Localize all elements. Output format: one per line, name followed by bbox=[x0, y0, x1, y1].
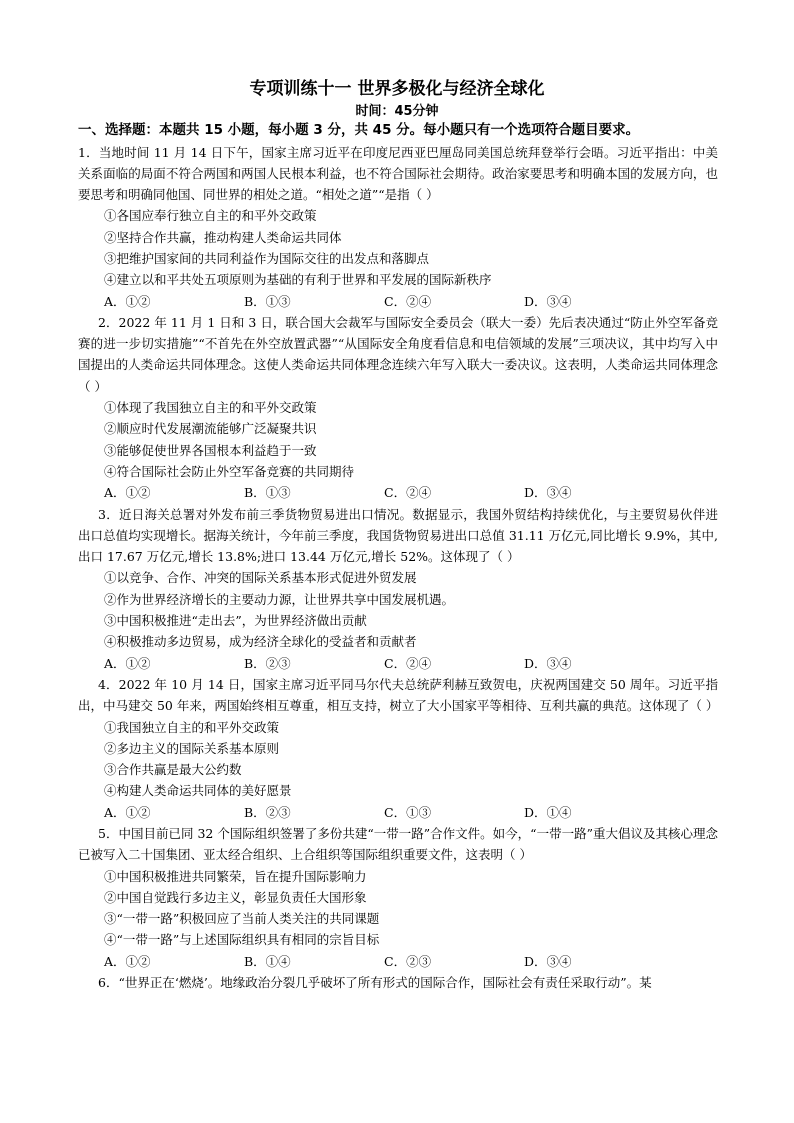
question-stem: 2．2022 年 11 月 1 日和 3 日，联合国大会裁军与国际安全委员会（联大一委）先后表决通过“防止外空军备竞赛的进一步切实措施”“不首先在外空放置武器”“从国际安全角度看信息和电信领域的发展”三项决议，其中均写入中国提出的人类命运共同体理念。这使人类命运共同体理念连续六年写入联大一委决议。这表明，人类命运共同体理念（ ） bbox=[78, 314, 718, 394]
statement-option: ②中国自觉践行多边主义，彰显负责任大国形象 bbox=[104, 889, 367, 905]
choice-b: B．①④ bbox=[244, 953, 291, 969]
choice-a: A．①② bbox=[104, 485, 151, 501]
question-3 bbox=[78, 504, 718, 674]
choice-a: A．①② bbox=[104, 804, 151, 820]
statement-option: ④积极推动多边贸易，成为经济全球化的受益者和贡献者 bbox=[104, 634, 417, 650]
question-4 bbox=[78, 674, 718, 823]
choice-b: B．②③ bbox=[244, 655, 291, 671]
choice-a: A．①② bbox=[104, 655, 151, 671]
statement-option: ②作为世界经济增长的主要动力源，让世界共享中国发展机遇。 bbox=[104, 591, 455, 607]
choice-d: D．③④ bbox=[524, 485, 572, 501]
statement-option: ③把维护国家间的共同利益作为国际交往的出发点和落脚点 bbox=[104, 250, 430, 266]
statement-option: ①我国独立自主的和平外交政策 bbox=[104, 719, 280, 735]
question-5 bbox=[78, 823, 718, 972]
statement-option: ④“一带一路”与上述国际组织具有相同的宗旨目标 bbox=[104, 932, 380, 948]
choice-c: C．①③ bbox=[384, 804, 432, 820]
answer-choices bbox=[78, 291, 718, 312]
question-6 bbox=[78, 972, 718, 993]
choice-c: C．②③ bbox=[384, 953, 432, 969]
answer-choices bbox=[78, 951, 718, 972]
choice-d: D．①④ bbox=[524, 804, 572, 820]
choice-d: D．③④ bbox=[524, 953, 572, 969]
page-title: 专项训练十一 世界多极化与经济全球化 bbox=[249, 79, 545, 99]
section-heading: 一、选择题：本题共 15 小题，每小题 3 分，共 45 分。每小题只有一个选项符合题目要求。 bbox=[78, 122, 640, 138]
statement-option: ①以竞争、合作、冲突的国际关系基本形式促进外贸发展 bbox=[104, 570, 417, 586]
statement-option: ③中国积极推进“走出去”，为世界经济做出贡献 bbox=[104, 613, 367, 629]
statement-option: ③能够促使世界各国根本利益趋于一致 bbox=[104, 442, 317, 458]
choice-c: C．②④ bbox=[384, 655, 432, 671]
content-area bbox=[78, 120, 718, 993]
statement-option: ②坚持合作共赢，推动构建人类命运共同体 bbox=[104, 229, 342, 245]
choice-b: B．①③ bbox=[244, 485, 291, 501]
statement-option: ②多边主义的国际关系基本原则 bbox=[104, 740, 280, 756]
choice-d: D．③④ bbox=[524, 655, 572, 671]
choice-a: A．①② bbox=[104, 293, 151, 309]
statement-option: ①体现了我国独立自主的和平外交政策 bbox=[104, 400, 317, 416]
question-1 bbox=[78, 142, 718, 312]
question-stem: 1．当地时间 11 月 14 日下午，国家主席习近平在印度尼西亚巴厘岛同美国总统拜登举行会晤。习近平指出：中美关系面临的局面不符合两国和两国人民根本利益，也不符合国际社会期待。政治家要思考和明确本国的发展方向，也要思考和明确同他国、同世界的相处之道。“相处之道”“是指（ ） bbox=[78, 144, 718, 203]
question-2 bbox=[78, 312, 718, 504]
choice-d: D．③④ bbox=[524, 293, 572, 309]
statement-option: ③合作共赢是最大公约数 bbox=[104, 762, 242, 778]
choice-b: B．①③ bbox=[244, 293, 291, 309]
statement-option: ④建立以和平共处五项原则为基础的有利于世界和平发展的国际新秩序 bbox=[104, 272, 492, 288]
question-stem: 4．2022 年 10 月 14 日，国家主席习近平同马尔代夫总统萨利赫互致贺电，庆祝两国建交 50 周年。习近平指出，中马建交 50 年来，两国始终相互尊重，相互支持，树立了大小国家平等相待、互利共赢的典范。这体现了（ ） bbox=[78, 676, 719, 714]
answer-choices bbox=[78, 653, 718, 674]
question-stem: 6．“世界正在‘燃烧’。地缘政治分裂几乎破坏了所有形式的国际合作，国际社会有责任采取行动”。某 bbox=[98, 975, 652, 991]
statement-option: ③“一带一路”积极回应了当前人类关注的共同课题 bbox=[104, 911, 380, 927]
statement-option: ④符合国际社会防止外空军备竞赛的共同期待 bbox=[104, 463, 355, 479]
question-stem: 3．近日海关总署对外发布前三季货物贸易进出口情况。数据显示，我国外贸结构持续优化，与主要贸易伙伴进出口总值均实现增长。据海关统计，今年前三季度，我国货物贸易进出口总值 31.11 万亿元,同比增长 9.9%，其中,出口 17.67 万亿元,增长 13.8%;进口 13.44 万亿元,增长 52%。这体现了（ ） bbox=[78, 506, 718, 565]
statement-option: ①中国积极推进共同繁荣，旨在提升国际影响力 bbox=[104, 868, 367, 884]
choice-a: A．①② bbox=[104, 953, 151, 969]
statement-option: ①各国应奉行独立自主的和平外交政策 bbox=[104, 208, 317, 224]
choice-b: B．②③ bbox=[244, 804, 291, 820]
question-stem: 5．中国目前已同 32 个国际组织签署了多份共建“一带一路”合作文件。如今，“一带一路”重大倡议及其核心理念已被写入二十国集团、亚太经合组织、上合组织等国际组织重要文件，这表明（ ） bbox=[78, 826, 718, 863]
statement-option: ④构建人类命运共同体的美好愿景 bbox=[104, 783, 292, 799]
statement-option: ②顺应时代发展潮流能够广泛凝聚共识 bbox=[104, 421, 317, 437]
answer-choices bbox=[78, 802, 718, 823]
time-limit: 时间：45分钟 bbox=[355, 104, 439, 119]
choice-c: C．②④ bbox=[384, 293, 432, 309]
answer-choices bbox=[78, 482, 718, 503]
choice-c: C．②④ bbox=[384, 485, 432, 501]
